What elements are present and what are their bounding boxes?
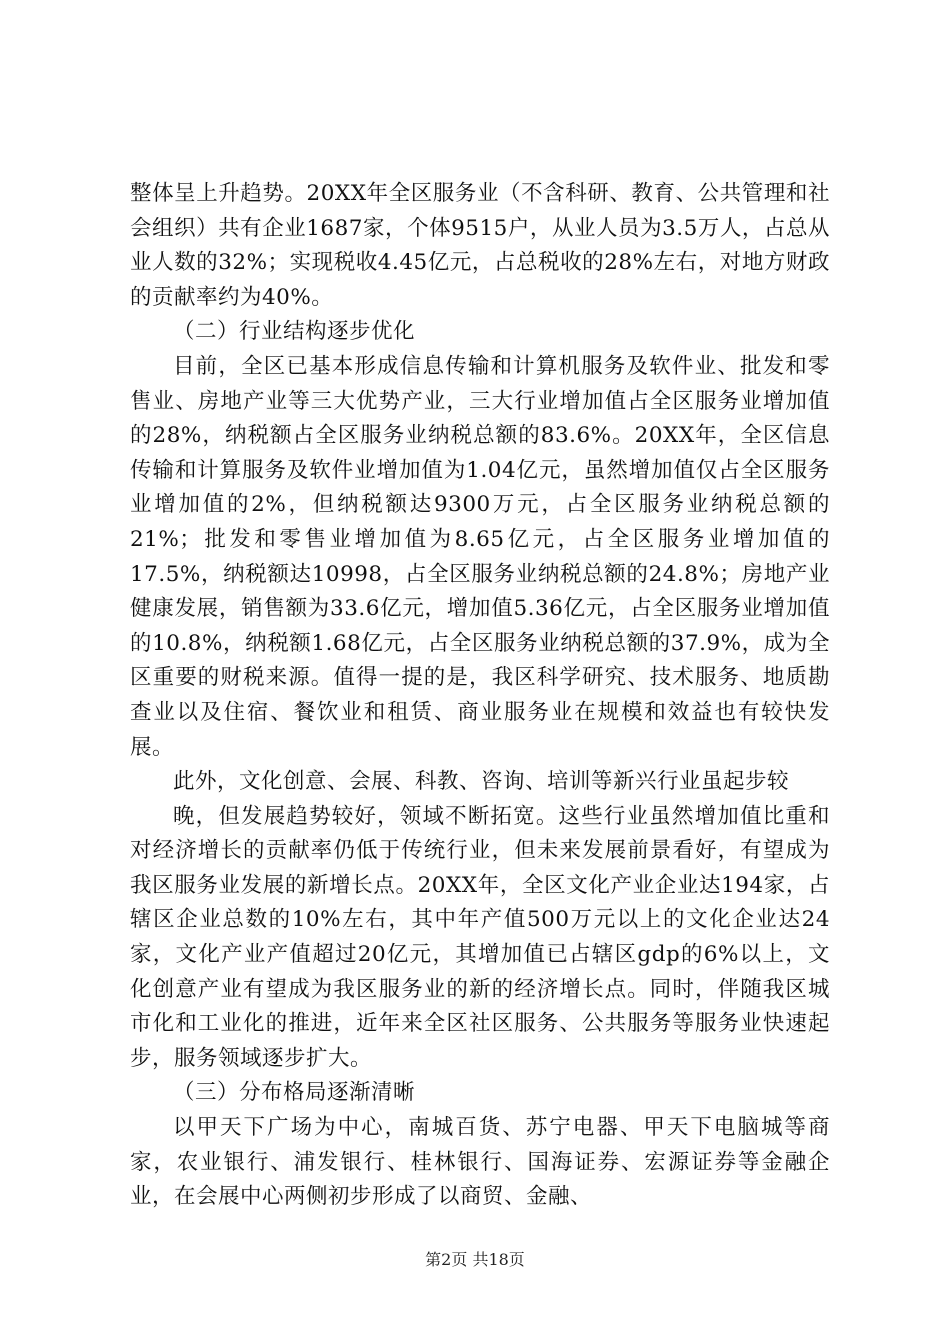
paragraph-5: 以甲天下广场为中心，南城百货、苏宁电器、甲天下电脑城等商家，农业银行、浦发银行、桂林银行、国海证券、宏源证券等金融企业，在会展中心两侧初步形成了以商贸、金融、 <box>130 1115 830 1210</box>
document-body <box>130 177 830 1215</box>
section-heading-2: （二）行业结构逐步优化 <box>173 319 416 345</box>
page-footer: 第2页 共18页 <box>425 1250 525 1269</box>
paragraph-1: 整体呈上升趋势。20XX年全区服务业（不含科研、教育、公共管理和社会组织）共有企业1687家，个体9515户，从业人员为3.5万人，占总从业人数的32%；实现税收4.45亿元，占总税收的28%左右，对地方财政的贡献率约为40%。 <box>130 181 830 310</box>
paragraph-3: 此外，文化创意、会展、科教、咨询、培训等新兴行业虽起步较 <box>173 769 790 795</box>
section-heading-3: （三）分布格局逐渐清晰 <box>173 1080 416 1106</box>
paragraph-2: 目前，全区已基本形成信息传输和计算机服务及软件业、批发和零售业、房地产业等三大优势产业，三大行业增加值占全区服务业增加值的28%，纳税额占全区服务业纳税总额的83.6%。20XX年，全区信息传输和计算服务及软件业增加值为1.04亿元，虽然增加值仅占全区服务业增加值的2%，但纳税额达9300万元，占全区服务业纳税总额的21%；批发和零售业增加值为8.65亿元，占全区服务业增加值的17.5%，纳税额达10998，占全区服务业纳税总额的24.8%；房地产业健康发展，销售额为33.6亿元，增加值5.36亿元，占全区服务业增加值的10.8%，纳税额1.68亿元，占全区服务业纳税总额的37.9%，成为全区重要的财税来源。值得一提的是，我区科学研究、技术服务、地质勘查业以及住宿、餐饮业和租赁、商业服务业在规模和效益也有较快发展。 <box>130 353 830 760</box>
paragraph-4: 晚，但发展趋势较好，领域不断拓宽。这些行业虽然增加值比重和对经济增长的贡献率仍低于传统行业，但未来发展前景看好，有望成为我区服务业发展的新增长点。20XX年，全区文化产业企业达194家，占辖区企业总数的10%左右，其中年产值500万元以上的文化企业达24家，文化产业产值超过20亿元，其增加值已占辖区gdp的6%以上，文化创意产业有望成为我区服务业的新的经济增长点。同时，伴随我区城市化和工业化的推进，近年来全区社区服务、公共服务等服务业快速起步，服务领域逐步扩大。 <box>130 803 830 1071</box>
